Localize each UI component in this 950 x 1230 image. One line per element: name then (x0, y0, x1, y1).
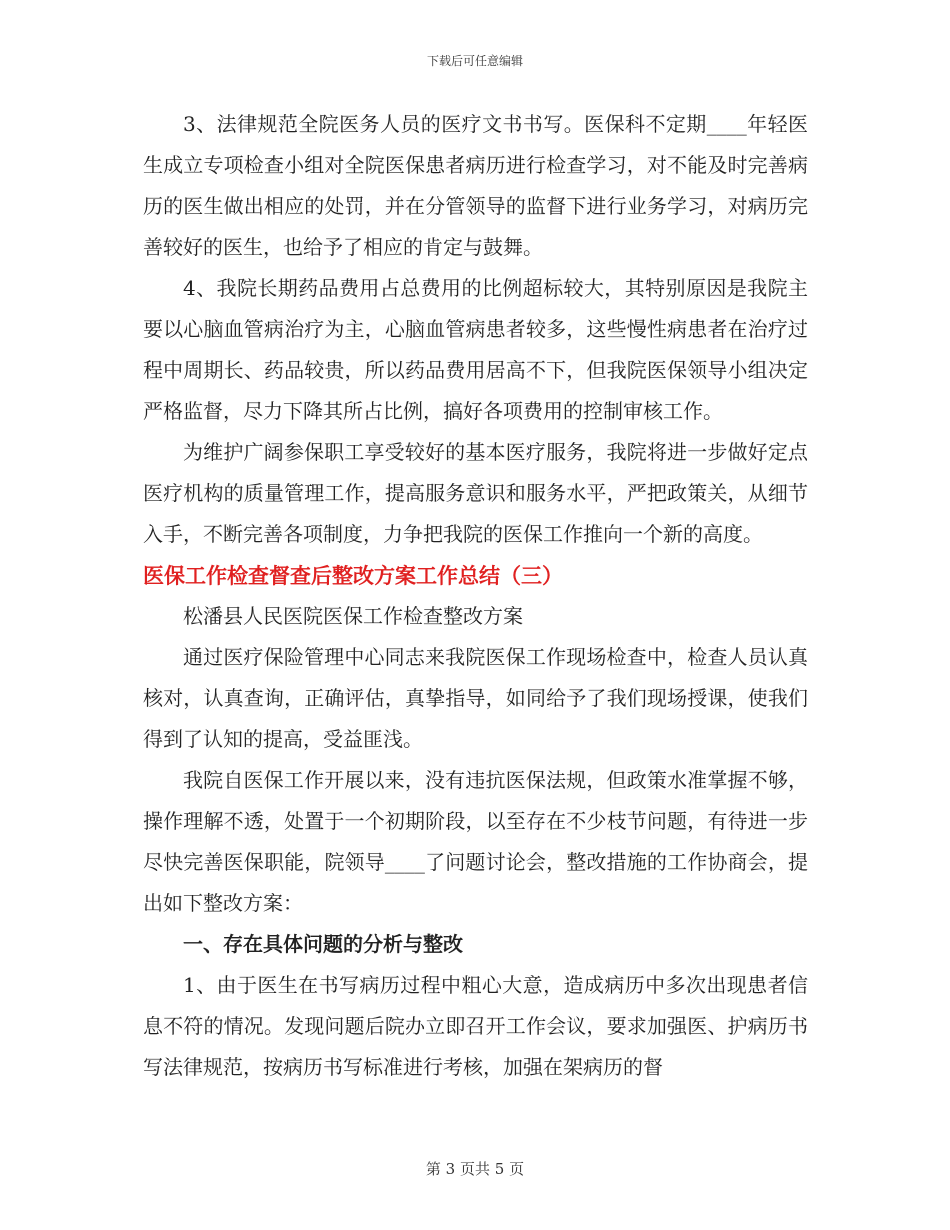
section-heading-1: 一、存在具体问题的分析与整改 (183, 932, 463, 956)
document-body (143, 104, 808, 1088)
page-footer: 第 3 页共 5 页 (425, 1160, 525, 1178)
section-title: 医保工作检查督查后整改方案工作总结（三） (143, 563, 563, 588)
paragraph-issue-1: 1、由于医生在书写病历过程中粗心大意，造成病历中多次出现患者信息不符的情况。发现问题后院办立即召开工作会议，要求加强医、护病历书写法律规范，按病历书写标准进行考核，加强在架病历的督 (143, 973, 808, 1079)
page-header: 下载后可任意编辑 (426, 54, 523, 68)
document-subtitle: 松潘县人民医院医保工作检查整改方案 (183, 604, 523, 628)
paragraph-intro: 通过医疗保险管理中心同志来我院医保工作现场检查中，检查人员认真核对，认真查询，正确评估，真挚指导，如同给予了我们现场授课，使我们得到了认知的提高，受益匪浅。 (143, 645, 808, 751)
paragraph-item-4: 4、我院长期药品费用占总费用的比例超标较大，其特别原因是我院主要以心脑血管病治疗为主，心脑血管病患者较多，这些慢性病患者在治疗过程中周期长、药品较贵，所以药品费用居高不下，但我院医保领导小组决定严格监督，尽力下降其所占比例，搞好各项费用的控制审核工作。 (143, 276, 808, 423)
paragraph-conclusion: 为维护广阔参保职工享受较好的基本医疗服务，我院将进一步做好定点医疗机构的质量管理工作，提高服务意识和服务水平，严把政策关，从细节入手，不断完善各项制度，力争把我院的医保工作推向一个新的高度。 (143, 440, 808, 546)
paragraph-background: 我院自医保工作开展以来，没有违抗医保法规，但政策水准掌握不够，操作理解不透，处置于一个初期阶段，以至存在不少枝节问题，有待进一步尽快完善医保职能，院领导____了问题讨论会，整改措施的工作协商会，提出如下整改方案： (143, 768, 808, 915)
paragraph-item-3: 3、法律规范全院医务人员的医疗文书书写。医保科不定期____年轻医生成立专项检查小组对全院医保患者病历进行检查学习，对不能及时完善病历的医生做出相应的处罚，并在分管领导的监督下进行业务学习，对病历完善较好的医生，也给予了相应的肯定与鼓舞。 (143, 112, 808, 259)
